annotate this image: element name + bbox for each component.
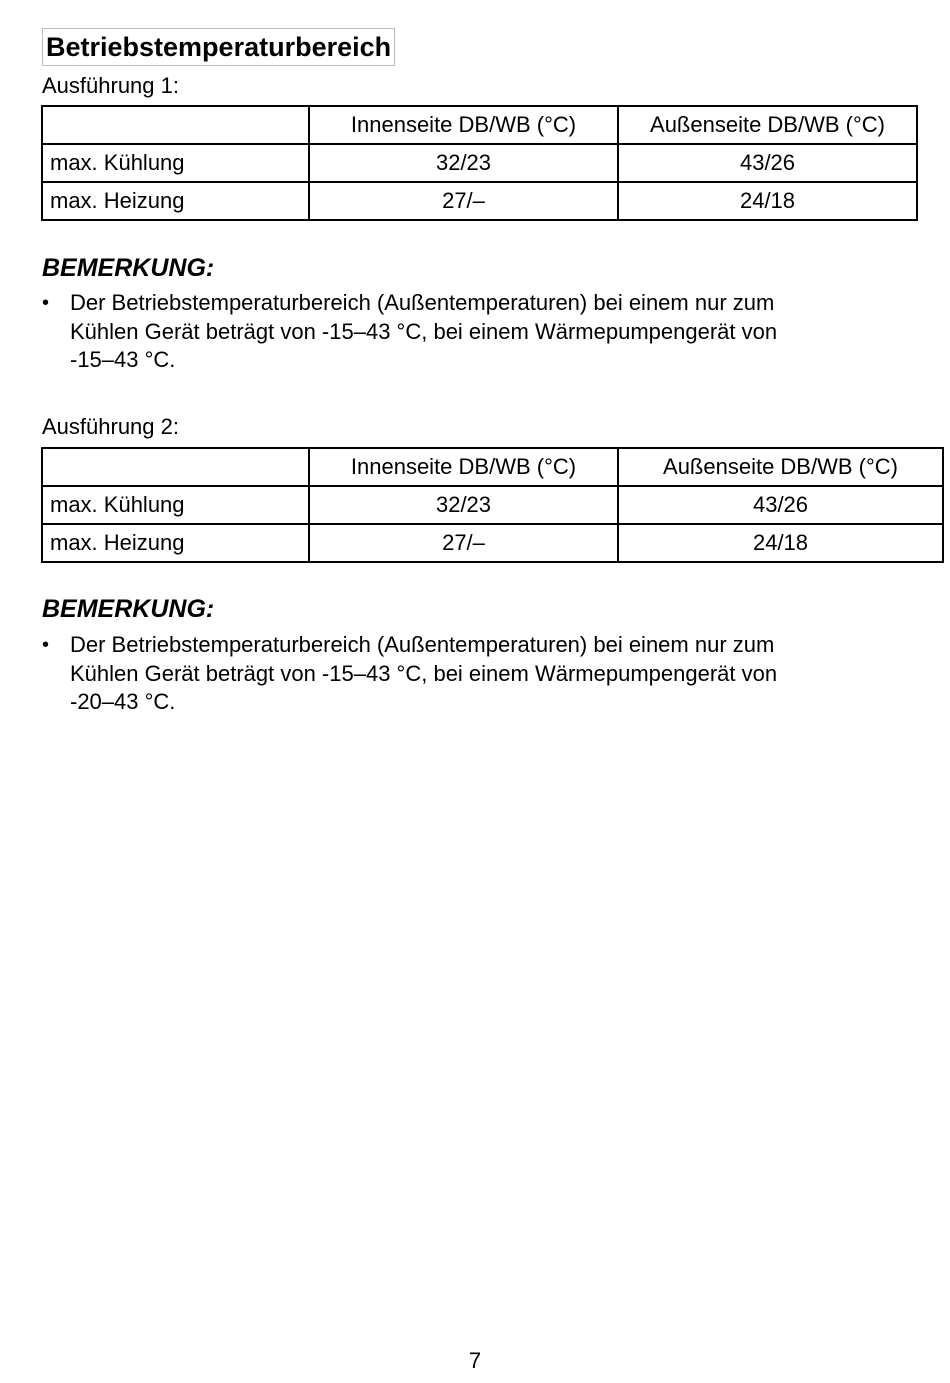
- note-text-line: Der Betriebstemperaturbereich (Außentemperaturen) bei einem nur zum: [70, 632, 775, 657]
- table-header-cell: Außenseite DB/WB (°C): [618, 448, 943, 486]
- table-cell: 32/23: [309, 144, 618, 182]
- bullet-icon: •: [42, 292, 50, 314]
- table-header-row: [42, 106, 917, 144]
- variant-1-label: Ausführung 1:: [42, 73, 179, 98]
- page-title: Betriebstemperaturbereich: [42, 28, 395, 66]
- note-bullet-item: [42, 289, 902, 375]
- table-header-cell: [42, 448, 309, 486]
- bullet-icon: •: [42, 634, 50, 656]
- note-bullet-item: [42, 631, 902, 717]
- table-header-row: [42, 448, 943, 486]
- table-row: [42, 182, 917, 220]
- table-header-cell: Innenseite DB/WB (°C): [309, 448, 618, 486]
- table-row: [42, 486, 943, 524]
- note-text-line: -15–43 °C.: [70, 347, 176, 372]
- table-row-label: max. Heizung: [42, 182, 309, 220]
- table-row-label: max. Heizung: [42, 524, 309, 562]
- table-header-cell: Innenseite DB/WB (°C): [309, 106, 618, 144]
- table-row-label: max. Kühlung: [42, 486, 309, 524]
- note-text-line: Der Betriebstemperaturbereich (Außentemperaturen) bei einem nur zum: [70, 290, 775, 315]
- table-cell: 43/26: [618, 144, 917, 182]
- table-cell: 43/26: [618, 486, 943, 524]
- table-row: [42, 524, 943, 562]
- table-cell: 27/–: [309, 182, 618, 220]
- note-heading: BEMERKUNG:: [42, 254, 215, 282]
- table-cell: 24/18: [618, 182, 917, 220]
- note-text-line: Kühlen Gerät beträgt von -15–43 °C, bei einem Wärmepumpengerät von: [70, 318, 778, 344]
- table-header-cell: Außenseite DB/WB (°C): [618, 106, 917, 144]
- temperature-table-variant-2: [41, 447, 944, 563]
- page-number: 7: [468, 1348, 482, 1373]
- table-row: [42, 144, 917, 182]
- table-cell: 27/–: [309, 524, 618, 562]
- table-row-label: max. Kühlung: [42, 144, 309, 182]
- table-cell: 32/23: [309, 486, 618, 524]
- variant-2-label: Ausführung 2:: [42, 414, 179, 439]
- note-text-line: Kühlen Gerät beträgt von -15–43 °C, bei einem Wärmepumpengerät von: [70, 660, 778, 686]
- temperature-table-variant-1: [41, 105, 918, 221]
- note-heading: BEMERKUNG:: [42, 595, 215, 623]
- table-cell: 24/18: [618, 524, 943, 562]
- note-text-line: -20–43 °C.: [70, 689, 176, 714]
- table-header-cell: [42, 106, 309, 144]
